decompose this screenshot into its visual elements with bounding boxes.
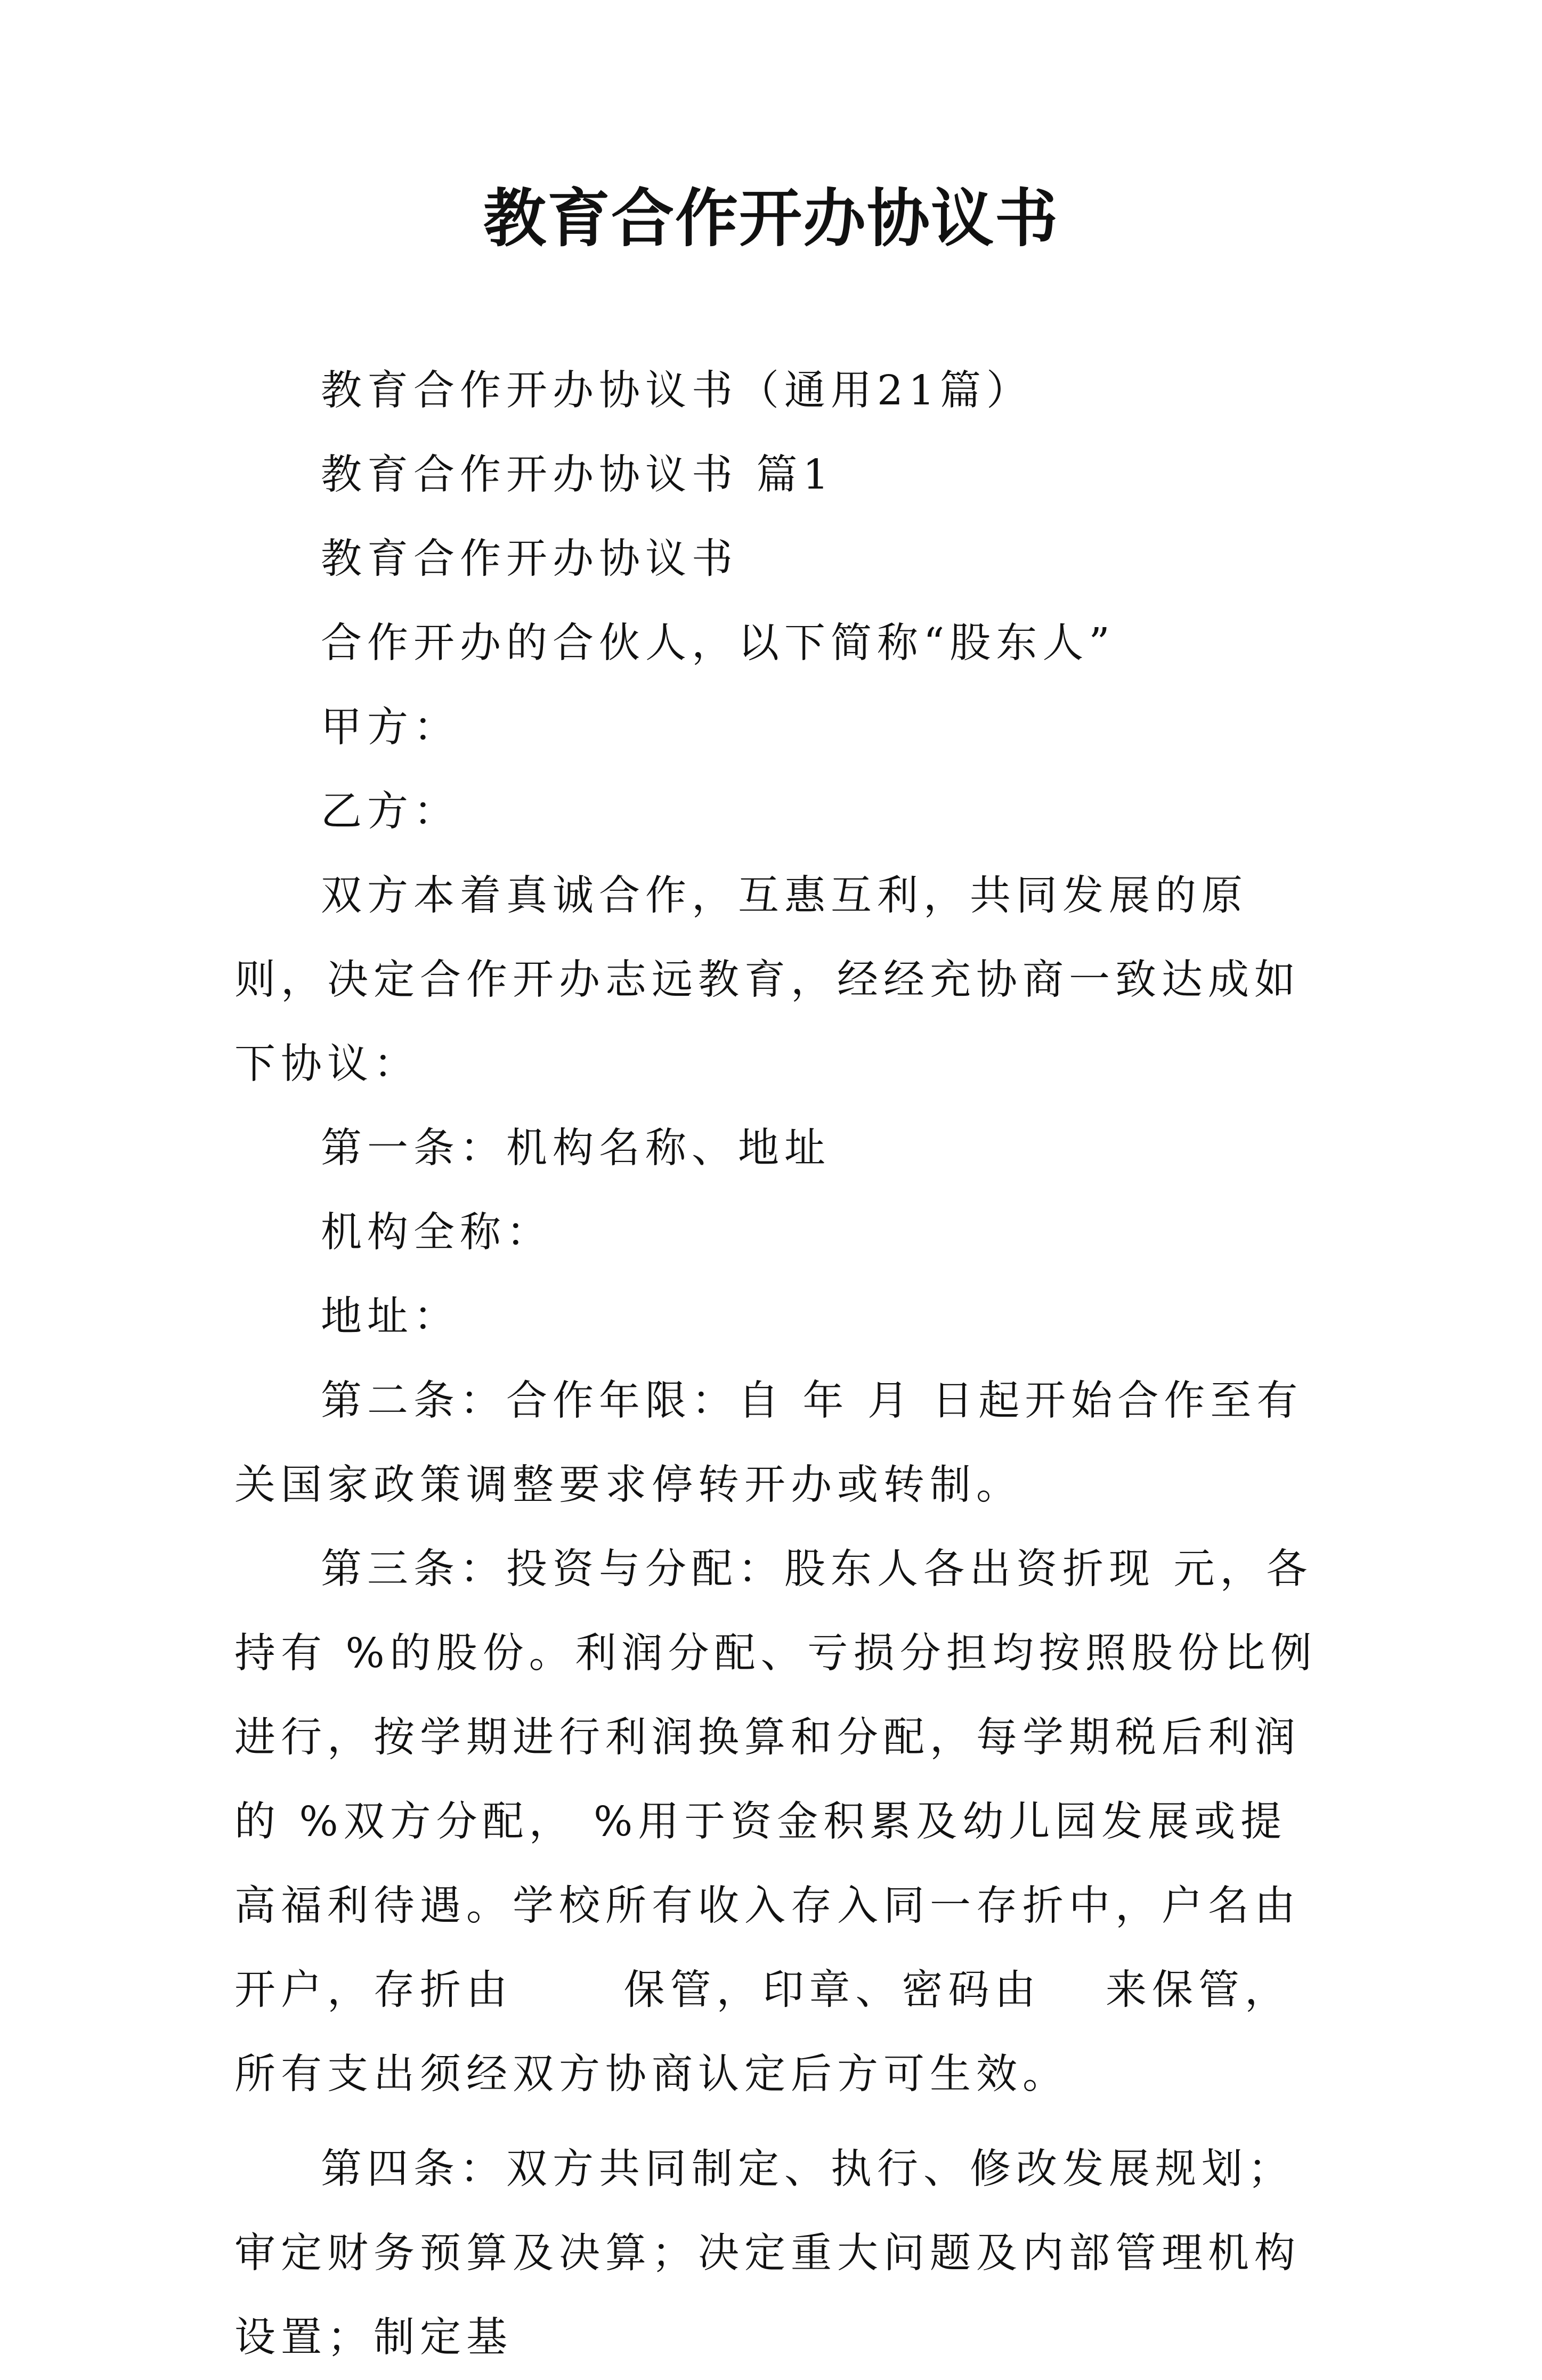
paragraph: 教育合作开办协议书 [321,535,738,583]
paragraph: 第二条：合作年限：自 年 月 日起开始合作至有关国家政策调整要求停转开办或转制。 [234,1377,1303,1509]
paragraph: 第四条：双方共同制定、执行、修改发展规划；审定财务预算及决算；决定重大问题及内部管理机构设置；制定基 [234,2146,1301,2361]
paragraph: 合作开办的合伙人，以下简称“股东人” [321,620,1115,667]
paragraph: 教育合作开办协议书 篇1 [321,451,834,499]
document-body [234,349,1412,2380]
paragraph: 乙方： [321,788,460,835]
paragraph: 第一条：机构名称、地址 [321,1125,831,1172]
document-title: 教育合作开办协议书 [483,181,1059,255]
paragraph: 机构全称： [321,1209,553,1256]
paragraph: 第三条：投资与分配：股东人各出资折现 元，各持有 %的股份。利润分配、亏损分担均按照股份比例进行，按学期进行利润换算和分配，每学期税后利润的 %双方分配， %用于资金积累及幼儿园发展或提高福利待遇。学校所有收入存入同一存折中，户名由 开户，存折由 保管，印章、密码由 来保管，所有支出须经双方协商认定后方可生效。 [234,1546,1412,2098]
paragraph: 教育合作开办协议书（通用21篇） [321,367,1033,415]
paragraph: 双方本着真诚合作，互惠互利，共同发展的原则，决定合作开办志远教育，经经充协商一致达成如下协议： [234,872,1301,1088]
paragraph: 甲方： [321,704,460,751]
paragraph: 地址： [321,1293,460,1341]
